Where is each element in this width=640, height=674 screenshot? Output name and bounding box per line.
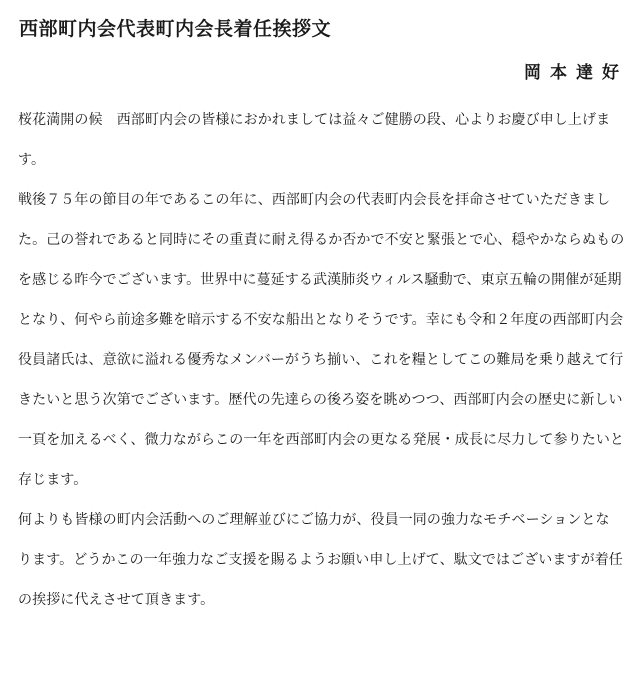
body-line: 戦後７５年の節目の年であるこの年に、西部町内会の代表町内会長を拝命させていただきまし: [18, 192, 611, 208]
body-line: となり、何やら前途多難を暗示する不安な船出となりそうです。幸にも令和２年度の西部町内会: [18, 312, 624, 328]
body-line: きたいと思う次第でございます。歴代の先達らの後ろ姿を眺めつつ、西部町内会の歴史に新しい: [18, 392, 623, 408]
body-line: た。己の誉れであると同時にその重責に耐え得るか否かで不安と緊張とで心、穏やかならぬもの: [18, 232, 625, 248]
document-title: 西部町内会代表町内会長着任挨拶文: [19, 18, 332, 40]
body-line: 存じます。: [18, 472, 88, 488]
body-line: 役員諸氏は、意欲に溢れる優秀なメンバーがうち揃い、これを糧としてこの難局を乗り越えて行: [18, 352, 624, 368]
body-line: を感じる昨今でございます。世界中に蔓延する武漢肺炎ウィルス騒動で、東京五輪の開催が延期: [18, 272, 622, 288]
body-line: 桜花満開の候 西部町内会の皆様におかれましては益々ご健勝の段、心よりお慶び申し上げま: [18, 112, 611, 128]
body-line: の挨拶に代えさせて頂きます。: [18, 592, 215, 608]
body-line: 一頁を加えるべく、微力ながらこの一年を西部町内会の更なる発展・成長に尽力して参りたいと: [18, 432, 625, 448]
author-name: 岡本達好: [524, 63, 628, 83]
letter-body: [18, 100, 624, 620]
body-line: ります。どうかこの一年強力なご支援を賜るようお願い申し上げて、駄文ではございますが着任: [18, 552, 623, 568]
body-line: す。: [18, 152, 46, 168]
body-line: 何よりも皆様の町内会活動へのご理解並びにご協力が、役員一同の強力なモチベーションとな: [18, 512, 610, 528]
